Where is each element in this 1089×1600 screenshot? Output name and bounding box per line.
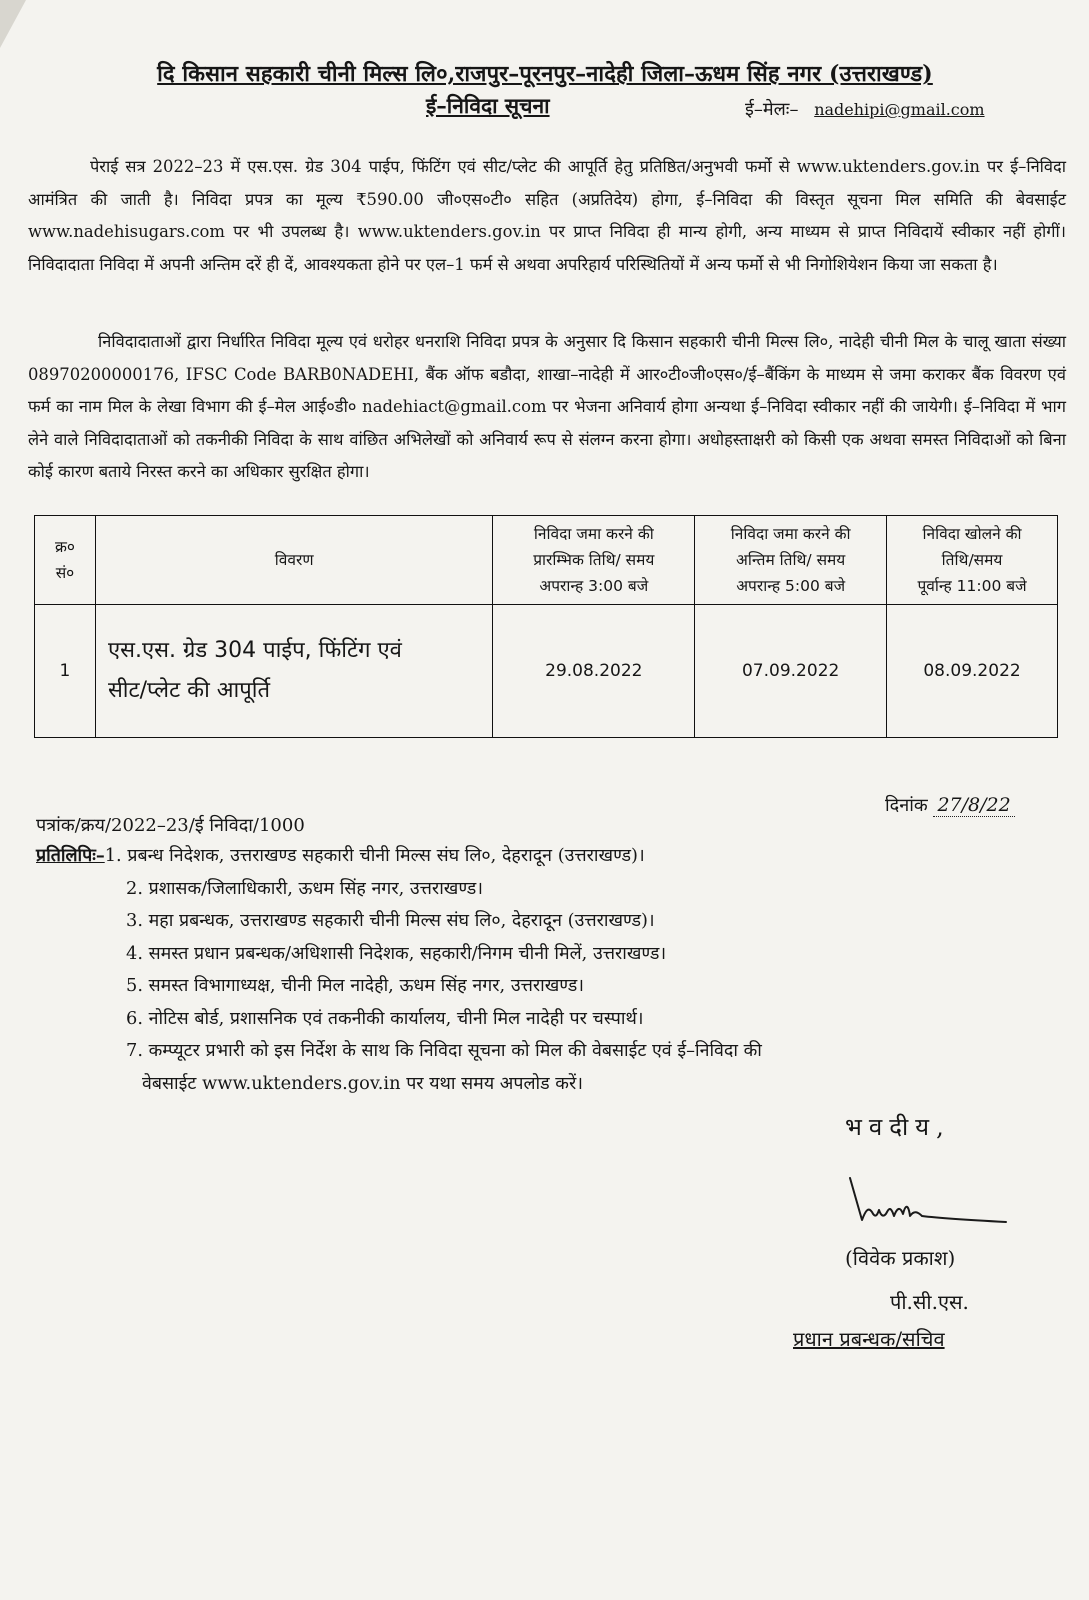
signer-designation: प्रधान प्रबन्धक/सचिव — [793, 1327, 945, 1351]
closing-salutation: भवदीय, — [845, 1113, 951, 1141]
copy-item: 5. समस्त विभागाध्यक्ष, चीनी मिल नादेही, ऊधम सिंह नगर, उत्तराखण्ड। — [126, 975, 584, 996]
copy-item: 7. कम्प्यूटर प्रभारी को इस निर्देश के साथ कि निविदा सूचना को मिल की वेबसाईट एवं ई–निविदा की — [126, 1040, 762, 1061]
copy-item: 1. प्रबन्ध निदेशक, उत्तराखण्ड सहकारी चीनी मिल्स संघ लि०, देहरादून (उत्तराखण्ड)। — [104, 845, 645, 866]
signer-name: (विवेक प्रकाश) — [845, 1246, 956, 1270]
document-title: दि किसान सहकारी चीनी मिल्स लि०,राजपुर–पूरनपुर–नादेही जिला–ऊधम सिंह नगर (उत्तराखण्ड) — [157, 61, 933, 87]
date-label: दिनांक — [885, 795, 928, 816]
copy-item: 3. महा प्रबन्धक, उत्तराखण्ड सहकारी चीनी मिल्स संघ लि०, देहरादून (उत्तराखण्ड)। — [126, 910, 655, 931]
email-address: nadehipi@gmail.com — [814, 100, 985, 119]
copy-item-continuation: वेबसाईट www.uktenders.gov.in पर यथा समय अपलोड करें। — [142, 1072, 583, 1094]
table-header-row — [35, 516, 1058, 605]
row-open-date: 08.09.2022 — [887, 605, 1058, 738]
email-label: ई–मेलः– — [745, 99, 799, 120]
header-sno: क्र० सं० — [35, 516, 96, 605]
header-open-date: निविदा खोलने की तिथि/समय पूर्वान्ह 11:00 बजे — [887, 516, 1058, 605]
header-end-date: निविदा जमा करने की अन्तिम तिथि/ समय अपरान्ह 5:00 बजे — [695, 516, 887, 605]
table-row — [35, 605, 1058, 738]
copy-item: 6. नोटिस बोर्ड, प्रशासनिक एवं तकनीकी कार्यालय, चीनी मिल नादेही पर चस्पार्थ। — [126, 1007, 644, 1029]
email-line — [745, 97, 985, 121]
row-description: एस.एस. ग्रेड 304 पाईप, फिंटिंग एवं सीट/प्लेट की आपूर्ति — [95, 605, 492, 738]
handwritten-signature — [848, 1172, 1008, 1242]
document-subtitle: ई–निविदा सूचना — [426, 93, 550, 118]
page-corner-fold — [0, 0, 26, 48]
reference-number: पत्रांक/क्रय/2022–23/ई निविदा/1000 — [36, 815, 305, 836]
copies-label: प्रतिलिपिः– — [36, 845, 105, 866]
paragraph-1: पेराई सत्र 2022–23 में एस.एस. ग्रेड 304 पाईप, फिंटिंग एवं सीट/प्लेट की आपूर्ति हेतु प्रतिष्ठित/अनुभवी फर्मो से www.uktenders.gov.in पर ई–निविदा आमंत्रित की जाती है। निविदा प्रपत्र का मूल्य ₹590.00 जी०एस०टी० सहित (अप्रतिदेय) होगा, ई–निविदा की विस्तृत सूचना मिल समिति की बेवसाईट www.nadehisugars.com पर भी उपलब्ध है। www.uktenders.gov.in पर प्राप्त निविदा ही मान्य होगी, अन्य माध्यम से प्राप्त निविदायें स्वीकार नहीं होगीं। निविदादाता निविदा में अपनी अन्तिम दरें ही दें, आवश्यकता होने पर एल–1 फर्म से अथवा अपरिहार्य परिस्थितियों में अन्य फर्मो से भी निगोशियेशन किया जा सकता है। — [28, 157, 1066, 274]
header-description: विवरण — [95, 516, 492, 605]
date-line — [885, 793, 1015, 817]
copy-item: 2. प्रशासक/जिलाधिकारी, ऊधम सिंह नगर, उत्तराखण्ड। — [126, 877, 484, 899]
row-end-date: 07.09.2022 — [695, 605, 887, 738]
copy-item-1-line — [36, 840, 762, 873]
row-start-date: 29.08.2022 — [493, 605, 695, 738]
handwritten-date: 27/8/22 — [933, 794, 1014, 817]
copy-item: 4. समस्त प्रधान प्रबन्धक/अधिशासी निदेशक, सहकारी/निगम चीनी मिलें, उत्तराखण्ड। — [126, 942, 667, 964]
paragraph-2: निविदादाताओं द्वारा निर्धारित निविदा मूल्य एवं धरोहर धनराशि निविदा प्रपत्र के अनुसार दि किसान सहकारी चीनी मिल्स लि०, नादेही चीनी मिल के चालू खाता संख्या 08970200000176, IFSC Code BARB0NADEHI, बैंक ऑफ बडौदा, शाखा–नादेही में आर०टी०जी०एस०/ई–बैंकिंग के माध्यम से जमा कराकर बैंक विवरण एवं फर्म का नाम मिल के लेखा विभाग की ई–मेल आई०डी० nadehiact@gmail.com पर भेजना अनिवार्य होगा अन्यथा ई–निविदा स्वीकार नहीं की जायेगी। ई–निविदा में भाग लेने वाले निविदादाताओं को तकनीकी निविदा के साथ वांछित अभिलेखों को अनिवार्य रूप से संलग्न करना होगा। अधोहस्ताक्षरी को किसी एक अथवा समस्त निविदाओं को बिना कोई कारण बताये निरस्त करने का अधिकार सुरक्षित होगा। — [28, 332, 1066, 481]
row-sno: 1 — [35, 605, 96, 738]
tender-table — [34, 515, 1058, 738]
signer-cadre: पी.सी.एस. — [890, 1290, 969, 1314]
copies-list — [36, 840, 762, 1100]
header-start-date: निविदा जमा करने की प्रारम्भिक तिथि/ समय अपरान्ह 3:00 बजे — [493, 516, 695, 605]
